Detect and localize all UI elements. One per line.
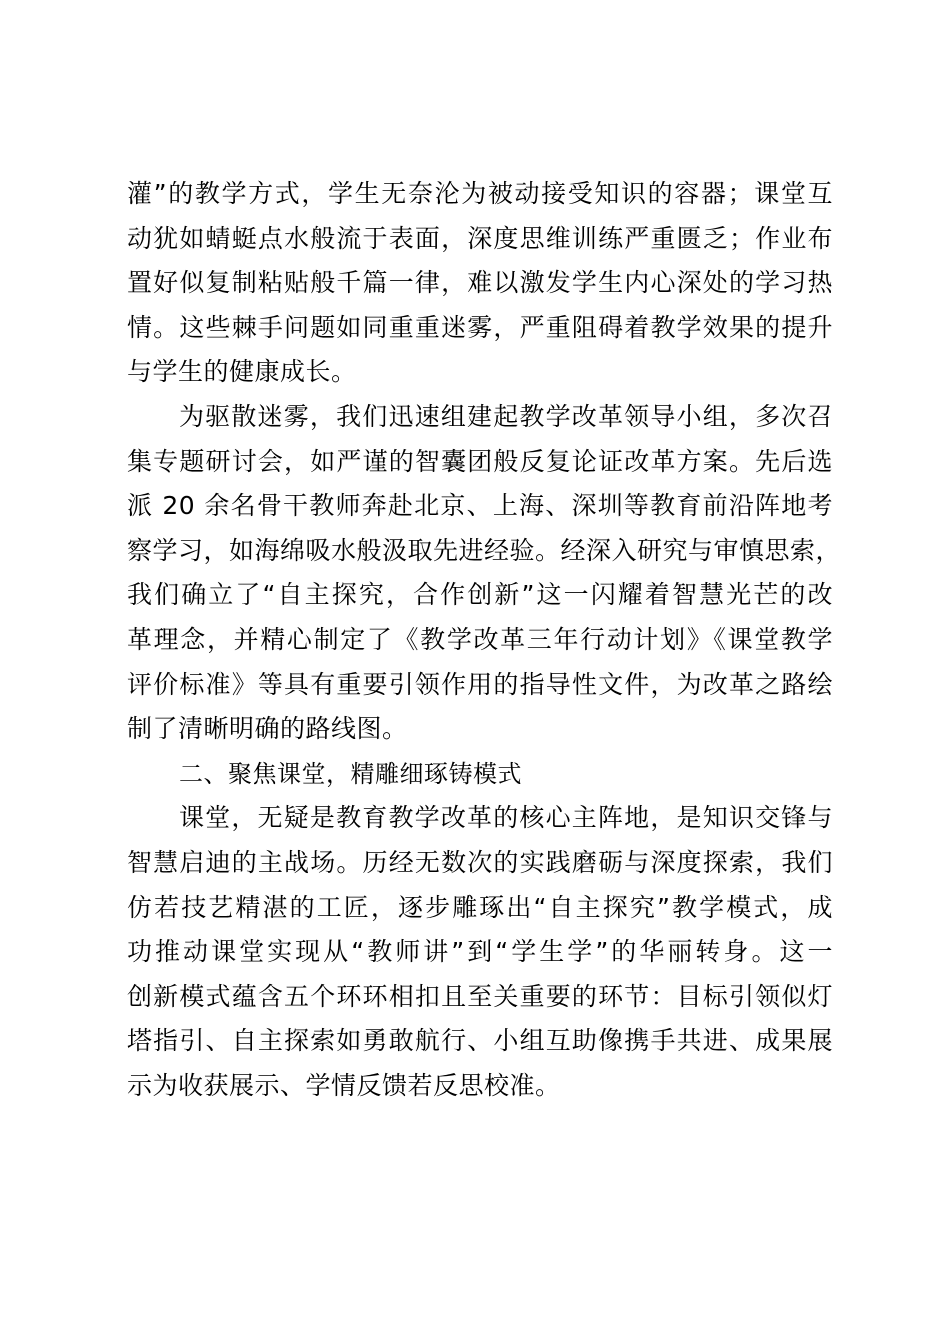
paragraph-line: 置好似复制粘贴般千篇一律，难以激发学生内心深处的学习热 bbox=[127, 268, 833, 298]
paragraph-line: 创新模式蕴含五个环环相扣且至关重要的环节：目标引领似灯 bbox=[127, 981, 833, 1011]
paragraph-1 bbox=[127, 172, 833, 395]
paragraph-line: 革理念，并精心制定了《教学改革三年行动计划》《课堂教学 bbox=[127, 624, 833, 654]
section-heading-text: 二、聚焦课堂，精雕细琢铸模式 bbox=[179, 759, 522, 788]
section-heading bbox=[127, 752, 833, 797]
paragraph-line: 示为收获展示、学情反馈若反思校准。 bbox=[127, 1070, 561, 1100]
paragraph-line: 动犹如蜻蜓点水般流于表面，深度思维训练严重匮乏；作业布 bbox=[127, 223, 833, 253]
paragraph-line: 察学习，如海绵吸水般汲取先进经验。经深入研究与审慎思索， bbox=[127, 535, 842, 565]
paragraph-line: 课堂，无疑是教育教学改革的核心主阵地，是知识交锋与 bbox=[179, 803, 833, 833]
paragraph-line: 功推动课堂实现从“教师讲”到“学生学”的华丽转身。这一 bbox=[127, 937, 833, 967]
paragraph-line: 评价标准》等具有重要引领作用的指导性文件，为改革之路绘 bbox=[127, 669, 833, 699]
paragraph-line: 为驱散迷雾，我们迅速组建起教学改革领导小组，多次召 bbox=[179, 401, 833, 431]
paragraph-3 bbox=[127, 796, 833, 1108]
paragraph-line: 智慧启迪的主战场。历经无数次的实践磨砺与深度探索，我们 bbox=[127, 847, 833, 877]
paragraph-line: 派 20 余名骨干教师奔赴北京、上海、深圳等教育前沿阵地考 bbox=[127, 491, 833, 521]
paragraph-line: 灌”的教学方式，学生无奈沦为被动接受知识的容器；课堂互 bbox=[127, 179, 833, 208]
document-body bbox=[127, 172, 842, 1108]
paragraph-line: 我们确立了“自主探究，合作创新”这一闪耀着智慧光芒的改 bbox=[127, 580, 833, 610]
paragraph-line: 塔指引、自主探索如勇敢航行、小组互助像携手共进、成果展 bbox=[127, 1026, 833, 1056]
paragraph-line: 制了清晰明确的路线图。 bbox=[127, 714, 408, 744]
paragraph-line: 情。这些棘手问题如同重重迷雾，严重阻碍着教学效果的提升 bbox=[127, 312, 833, 342]
paragraph-line: 仿若技艺精湛的工匠，逐步雕琢出“自主探究”教学模式，成 bbox=[127, 892, 833, 922]
paragraph-line: 集专题研讨会，如严谨的智囊团般反复论证改革方案。先后选 bbox=[127, 446, 833, 476]
paragraph-line: 与学生的健康成长。 bbox=[127, 357, 357, 387]
paragraph-2 bbox=[127, 395, 842, 752]
